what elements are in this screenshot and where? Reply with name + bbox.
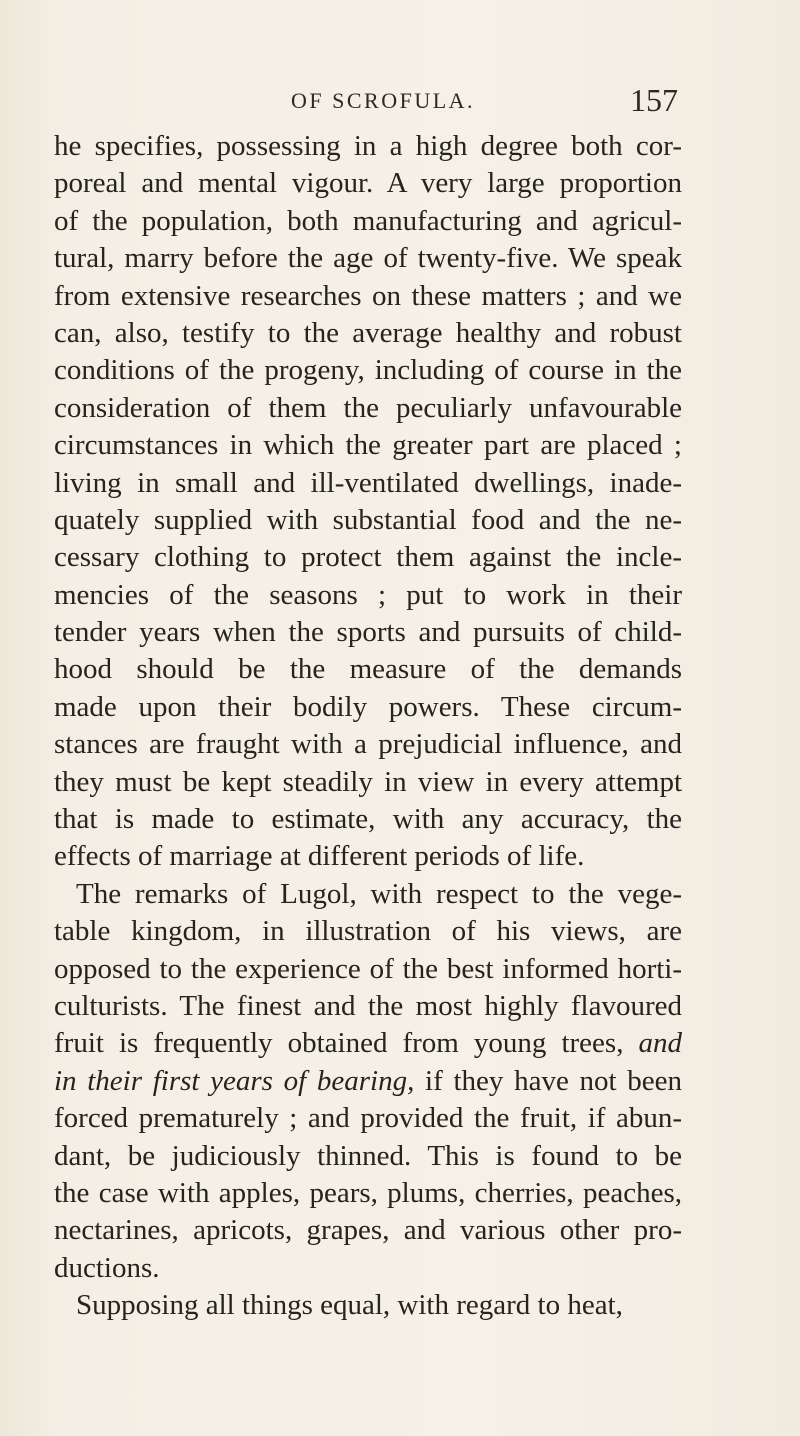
text-line: they must be kept steadily in view in every attempt — [54, 765, 682, 798]
text-line: ductions. — [54, 1251, 160, 1284]
text-line: effects of marriage at different periods of life. — [54, 840, 585, 873]
text-line: conditions of the progeny, including of course in the — [54, 354, 682, 387]
body-text — [54, 128, 682, 1325]
text-line: cessary clothing to protect them against the incle- — [54, 541, 682, 574]
text-line: in their first years of bearing, if they have not been — [54, 1064, 682, 1097]
page-number: 157 — [630, 82, 678, 118]
text-line: that is made to estimate, with any accuracy, the — [54, 803, 682, 836]
text-line: opposed to the experience of the best informed horti- — [54, 952, 682, 985]
running-head — [0, 82, 800, 122]
text-line: can, also, testify to the average healthy and robust — [54, 316, 682, 349]
text-line: made upon their bodily powers. These circum- — [54, 690, 682, 723]
text-line: living in small and ill-ventilated dwellings, inade- — [54, 466, 682, 499]
text-line: consideration of them the peculiarly unfavourable — [54, 391, 682, 424]
italic-text: in their first years of bearing, — [54, 1064, 415, 1097]
text-line: from extensive researches on these matters ; and we — [54, 279, 682, 312]
text-line: table kingdom, in illustration of his views, are — [54, 915, 682, 948]
text-line: mencies of the seasons ; put to work in their — [54, 578, 682, 611]
text-line: poreal and mental vigour. A very large proportion — [54, 167, 682, 200]
text-line: Supposing all things equal, with regard to heat, — [76, 1289, 623, 1322]
text-line: The remarks of Lugol, with respect to the vege- — [76, 877, 682, 910]
text-line: stances are fraught with a prejudicial influence, and — [54, 728, 682, 761]
text-line: he specifies, possessing in a high degree both cor- — [54, 130, 682, 162]
text-line: forced prematurely ; and provided the fruit, if abun- — [54, 1102, 682, 1135]
italic-text: and — [638, 1027, 682, 1060]
text-line: of the population, both manufacturing and agricul- — [54, 204, 682, 237]
text-line: circumstances in which the greater part are placed ; — [54, 429, 682, 462]
text-line: culturists. The finest and the most highly flavoured — [54, 989, 682, 1022]
text-line: quately supplied with substantial food and the ne- — [54, 503, 682, 536]
text-line: nectarines, apricots, grapes, and various other pro- — [54, 1214, 682, 1247]
text-line: fruit is frequently obtained from young trees, and — [54, 1027, 682, 1060]
text-line: dant, be judiciously thinned. This is found to be — [54, 1139, 682, 1172]
running-title: OF SCROFULA. — [291, 88, 476, 113]
text-line: the case with apples, pears, plums, cherries, peaches, — [54, 1176, 682, 1209]
text-line: hood should be the measure of the demands — [54, 653, 682, 686]
text-line: tural, marry before the age of twenty-five. We speak — [54, 242, 682, 275]
text-line: tender years when the sports and pursuits of child- — [54, 616, 682, 649]
